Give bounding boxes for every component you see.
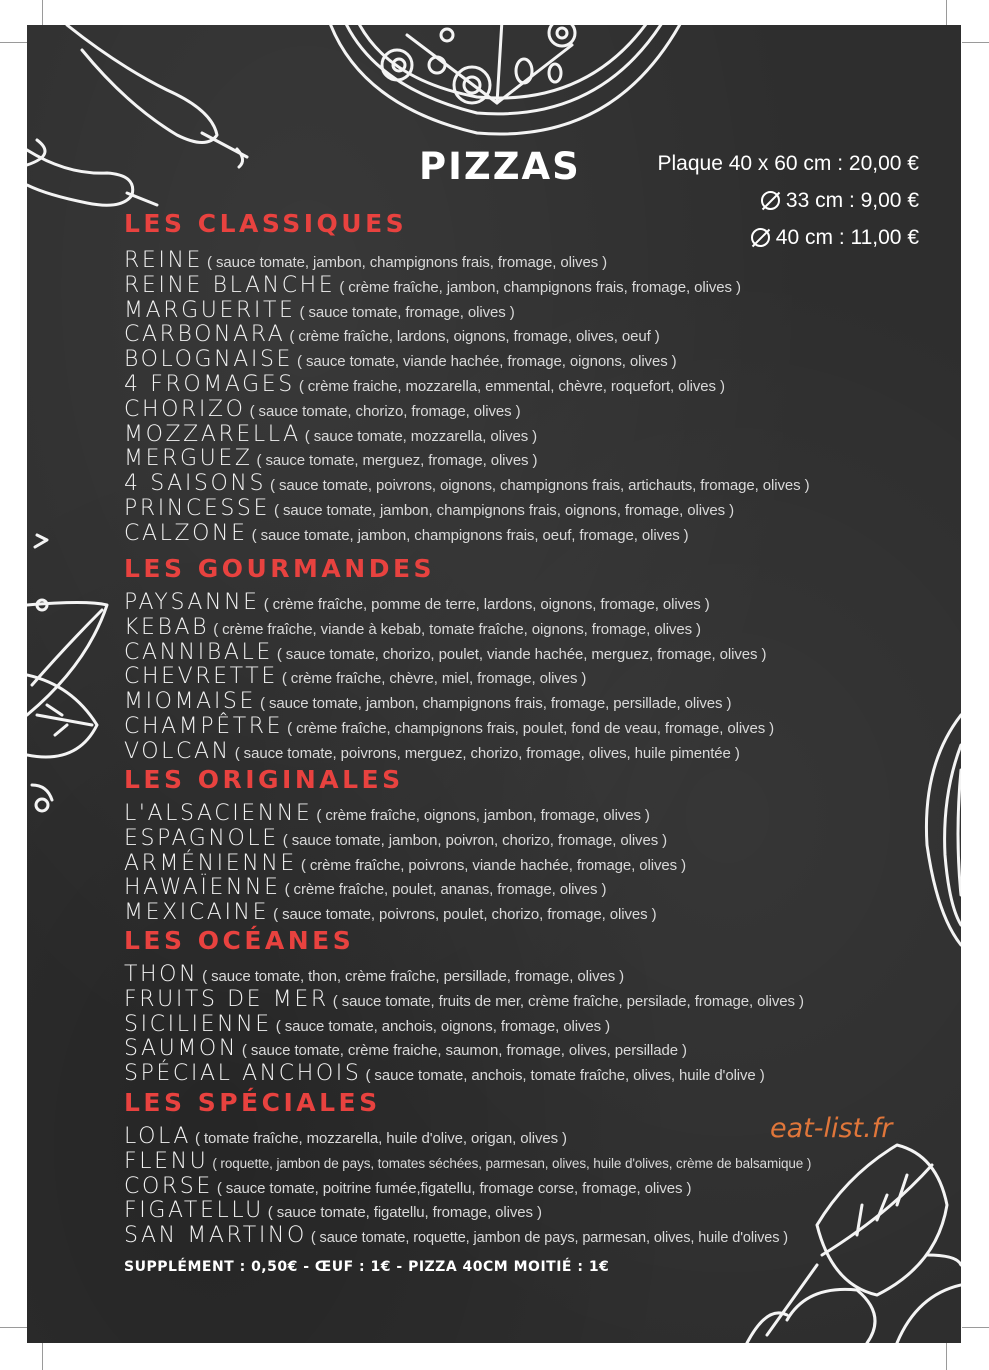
list-item [124, 802, 686, 827]
diameter-icon [751, 228, 770, 247]
list-item [124, 249, 809, 274]
pizza-ingredients: ( sauce tomate, anchois, tomate fraîche, olives, huile d'olive ) [365, 1067, 765, 1085]
pizza-ingredients: ( sauce tomate, viande hachée, fromage, oignons, olives ) [297, 353, 677, 371]
pizza-ingredients: ( sauce tomate, roquette, jambon de pays, parmesan, olives, huile d'olives ) [310, 1230, 789, 1247]
pizza-name: CHEVRETTE [124, 664, 278, 690]
pizza-ingredients: ( sauce tomate, crème fraiche, saumon, fromage, olives, persillade ) [241, 1042, 687, 1060]
pizza-ingredients: ( crème fraîche, poivrons, viande hachée, fromage, olives ) [300, 856, 687, 874]
pizza-ingredients: ( crème fraîche, lardons, oignons, fromage, olives, oeuf ) [289, 328, 660, 346]
price-text: 33 cm : 9,00 € [785, 189, 919, 212]
pizza-ingredients: ( tomate fraîche, mozzarella, huile d'olive, origan, olives ) [195, 1130, 567, 1147]
list-item [124, 348, 809, 373]
crop-mark [42, 1343, 43, 1370]
list-item [124, 827, 686, 852]
pizza-name: 4 FROMAGES [124, 371, 295, 397]
list-item [124, 1175, 811, 1200]
diameter-icon [761, 191, 780, 210]
list-item [124, 876, 686, 901]
list-item [124, 616, 774, 641]
herb-illustration-icon [27, 535, 107, 811]
section-oceanes-list [124, 963, 804, 1087]
pizza-ingredients: ( crème fraîche, chèvre, miel, fromage, olives ) [281, 670, 587, 688]
section-heading-gourmandes: LES GOURMANDES [124, 554, 436, 583]
pizza-name: REINE [124, 248, 204, 273]
pizza-ingredients: ( sauce tomate, jambon, champignons frais, oeuf, fromage, olives ) [251, 526, 689, 544]
list-item [124, 1013, 804, 1038]
list-item [124, 423, 809, 448]
price-row [657, 188, 919, 225]
pizza-name: CORSE [124, 1173, 213, 1199]
list-item [124, 1062, 804, 1087]
list-item [124, 988, 804, 1013]
section-heading-speciales: LES SPÉCIALES [124, 1088, 381, 1117]
section-heading-classiques: LES CLASSIQUES [124, 209, 408, 238]
page-title: PIZZAS [419, 145, 581, 188]
pizza-name: CARBONARA [124, 322, 286, 348]
pizza-ingredients: ( sauce tomate, jambon, champignons frais, fromage, olives ) [207, 254, 608, 271]
list-item [124, 299, 809, 324]
pizza-ingredients: ( crème fraîche, poulet, ananas, fromage, olives ) [284, 881, 607, 899]
section-speciales-list [124, 1125, 811, 1249]
plate-illustration-icon [926, 715, 961, 945]
price-text: 40 cm : 11,00 € [775, 226, 919, 249]
pizza-ingredients: ( sauce tomate, jambon, poivron, chorizo, fromage, olives ) [282, 831, 668, 849]
pizza-name: MOZZARELLA [124, 421, 301, 447]
pizza-ingredients: ( sauce tomate, poivrons, merguez, chorizo, fromage, olives, huile pimentée ) [234, 744, 740, 762]
list-item [124, 963, 804, 988]
pizza-name: SICILIENNE [124, 1011, 272, 1037]
list-item [124, 740, 774, 765]
pizza-name: PRINCESSE [124, 495, 270, 521]
crop-mark [0, 1327, 27, 1328]
list-item [124, 1199, 811, 1224]
pizza-ingredients: ( crème fraîche, viande à kebab, tomate fraîche, oignons, fromage, olives ) [213, 620, 701, 638]
list-item [124, 690, 774, 715]
pizza-name: L'ALSACIENNE [124, 801, 313, 826]
list-item [124, 1150, 811, 1175]
pizza-name: HAWAÏENNE [124, 875, 281, 901]
pizza-ingredients: ( sauce tomate, poitrine fumée,figatellu, fromage corse, fromage, olives ) [216, 1179, 692, 1197]
list-item [124, 715, 774, 740]
list-item [124, 323, 809, 348]
pizza-ingredients: ( sauce tomate, poivrons, oignons, champignons frais, artichauts, fromage, olives ) [270, 477, 810, 495]
pizza-name: KEBAB [124, 614, 210, 640]
crop-mark [946, 1343, 947, 1370]
section-classiques-list [124, 249, 809, 547]
pizza-ingredients: ( sauce tomate, figatellu, fromage, olives ) [267, 1204, 542, 1222]
section-heading-originales: LES ORIGINALES [124, 765, 404, 794]
pizza-name: CANNIBALE [124, 639, 273, 665]
pizza-name: FRUITS DE MER [124, 986, 329, 1012]
price-text: Plaque 40 x 60 cm : 20,00 € [657, 152, 919, 175]
section-gourmandes-list [124, 591, 774, 765]
pizza-name: CALZONE [124, 520, 248, 546]
pizza-name: ARMÉNIENNE [124, 850, 297, 876]
list-item [124, 1125, 811, 1150]
menu-board [27, 25, 961, 1343]
section-originales-list [124, 802, 686, 926]
crop-mark [0, 42, 27, 43]
crop-mark [42, 0, 43, 25]
pizza-ingredients: ( roquette, jambon de pays, tomates séchées, parmesan, olives, huile d'olives, crème de balsamique ) [212, 1155, 812, 1171]
list-item [124, 641, 774, 666]
pizza-name: ESPAGNOLE [124, 825, 279, 851]
section-heading-oceanes: LES OCÉANES [124, 926, 355, 955]
pizza-ingredients: ( sauce tomate, fruits de mer, crème fraîche, persilade, fromage, olives ) [332, 992, 804, 1010]
pizza-name: LOLA [124, 1124, 192, 1149]
pizza-ingredients: ( crème fraîche, champignons frais, poulet, fond de veau, fromage, olives ) [287, 719, 775, 737]
pizza-ingredients: ( sauce tomate, chorizo, poulet, viande hachée, merguez, fromage, olives ) [276, 645, 767, 663]
pizza-ingredients: ( sauce tomate, jambon, champignons frais, oignons, fromage, olives ) [274, 501, 734, 519]
pizza-name: CHORIZO [124, 396, 246, 422]
pizza-ingredients: ( sauce tomate, mozzarella, olives ) [304, 427, 538, 445]
pizza-name: SAN MARTINO [124, 1223, 307, 1249]
list-item [124, 497, 809, 522]
price-list [657, 151, 919, 262]
list-item [124, 665, 774, 690]
pizza-name: MARGUERITE [124, 297, 296, 323]
pizza-ingredients: ( sauce tomate, chorizo, fromage, olives ) [249, 402, 521, 420]
watermark: eat-list.fr [770, 1113, 893, 1144]
list-item [124, 1037, 804, 1062]
pepper-illustration-icon [27, 25, 247, 205]
crop-mark [962, 42, 989, 43]
pizza-ingredients: ( sauce tomate, thon, crème fraîche, persillade, fromage, olives ) [202, 968, 625, 985]
list-item [124, 447, 809, 472]
pizza-ingredients: ( crème fraiche, mozzarella, emmental, chèvre, roquefort, olives ) [298, 377, 725, 395]
pizza-ingredients: ( crème fraîche, jambon, champignons frais, fromage, olives ) [339, 278, 741, 296]
pizza-ingredients: ( crème fraîche, pomme de terre, lardons, oignons, fromage, olives ) [263, 596, 710, 613]
list-item [124, 1224, 811, 1249]
crop-mark [962, 1327, 989, 1328]
list-item [124, 274, 809, 299]
pizza-name: PAYSANNE [124, 590, 260, 615]
list-item [124, 472, 809, 497]
price-row [657, 151, 919, 188]
pizza-name: THON [124, 962, 199, 987]
pizza-name: VOLCAN [124, 738, 231, 764]
pizza-name: BOLOGNAISE [124, 347, 294, 373]
pizza-name: MIOMAISE [124, 689, 256, 715]
pizza-ingredients: ( sauce tomate, poivrons, poulet, chorizo, fromage, olives ) [273, 906, 657, 924]
list-item [124, 373, 809, 398]
pizza-name: SPÉCIAL ANCHOIS [124, 1061, 362, 1087]
list-item [124, 901, 686, 926]
list-item [124, 398, 809, 423]
pizza-name: MEXICAINE [124, 900, 270, 926]
list-item [124, 591, 774, 616]
pizza-name: CHAMPÊTRE [124, 713, 284, 739]
list-item [124, 522, 809, 547]
pizza-name: SAUMON [124, 1036, 238, 1062]
pizza-ingredients: ( sauce tomate, merguez, fromage, olives ) [256, 452, 538, 470]
pizza-illustration-icon [327, 25, 685, 134]
pizza-ingredients: ( sauce tomate, fromage, olives ) [299, 303, 515, 321]
crop-mark [946, 0, 947, 25]
pizza-ingredients: ( sauce tomate, jambon, champignons frais, fromage, persillade, olives ) [259, 695, 732, 713]
pizza-name: REINE BLANCHE [124, 272, 336, 298]
pizza-ingredients: ( sauce tomate, anchois, oignons, fromage, olives ) [275, 1017, 611, 1035]
pizza-name: 4 SAISONS [124, 471, 267, 497]
pizza-name: FLENU [124, 1148, 209, 1174]
pizza-ingredients: ( crème fraîche, oignons, jambon, fromage, olives ) [316, 807, 650, 824]
supplement-note: SUPPLÉMENT : 0,50€ - ŒUF : 1€ - PIZZA 40CM MOITIÉ : 1€ [124, 1259, 610, 1275]
pizza-name: MERGUEZ [124, 446, 253, 472]
pizza-name: FIGATELLU [124, 1198, 264, 1224]
list-item [124, 852, 686, 877]
